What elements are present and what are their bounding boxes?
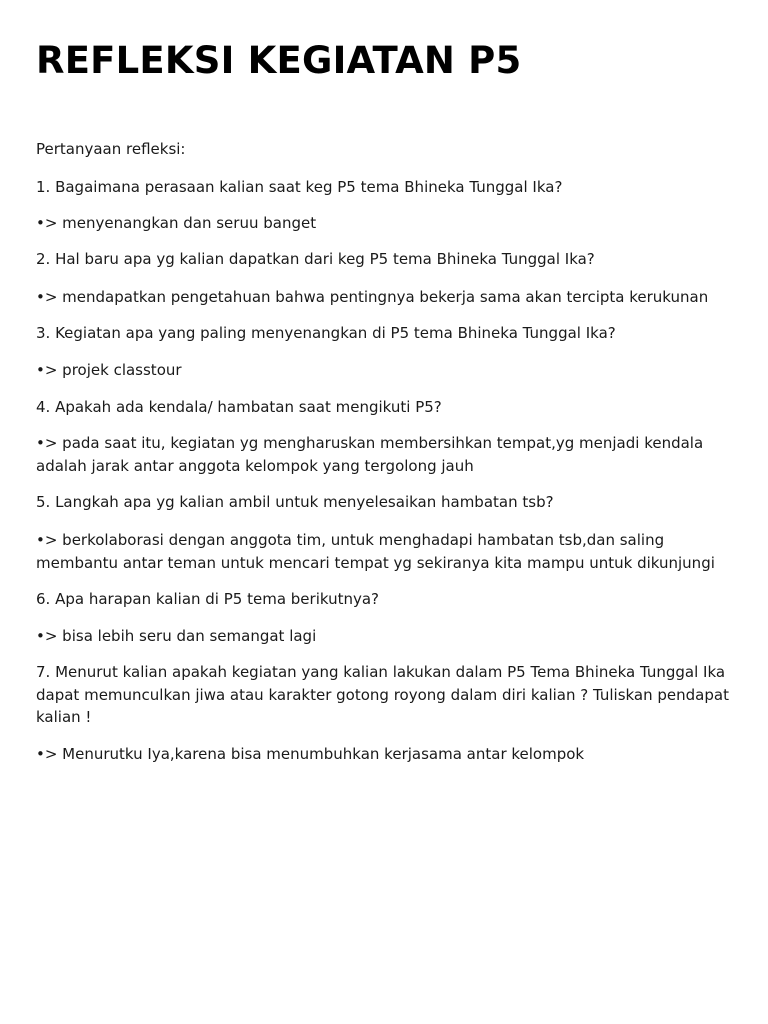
question-5: 5. Langkah apa yg kalian ambil untuk menyelesaikan hambatan tsb? [36,493,554,511]
question-6: 6. Apa harapan kalian di P5 tema berikutnya? [36,590,380,608]
answer-2: •> mendapatkan pengetahuan bahwa pentingnya bekerja sama akan tercipta kerukunan [36,288,709,306]
question-2: 2. Hal baru apa yg kalian dapatkan dari keg P5 tema Bhineka Tunggal Ika? [36,250,595,268]
answer-6: •> bisa lebih seru dan semangat lagi [36,627,317,645]
question-1: 1. Bagaimana perasaan kalian saat keg P5 tema Bhineka Tunggal Ika? [36,178,563,196]
answer-1: •> menyenangkan dan seruu banget [36,214,317,232]
question-3: 3. Kegiatan apa yang paling menyenangkan di P5 tema Bhineka Tunggal Ika? [36,324,616,342]
question-4: 4. Apakah ada kendala/ hambatan saat mengikuti P5? [36,398,442,416]
document-title: REFLEKSI KEGIATAN P5 [36,39,522,82]
answer-5: •> berkolaborasi dengan anggota tim, untuk menghadapi hambatan tsb,dan saling membantu antar teman untuk mencari tempat yg sekiranya kita mampu untuk dikunjungi [36,531,715,572]
answer-4: •> pada saat itu, kegiatan yg mengharuskan membersihkan tempat,yg menjadi kendala adalah jarak antar anggota kelompok yang tergolong jauh [36,434,704,475]
answer-3: •> projek classtour [36,361,182,379]
answer-7: •> Menurutku Iya,karena bisa menumbuhkan kerjasama antar kelompok [36,745,585,763]
question-7: 7. Menurut kalian apakah kegiatan yang kalian lakukan dalam P5 Tema Bhineka Tunggal Ika dapat memunculkan jiwa atau karakter gotong royong dalam diri kalian ? Tuliskan pendapat kalian ! [36,663,729,726]
intro-text: Pertanyaan refleksi: [36,140,186,158]
